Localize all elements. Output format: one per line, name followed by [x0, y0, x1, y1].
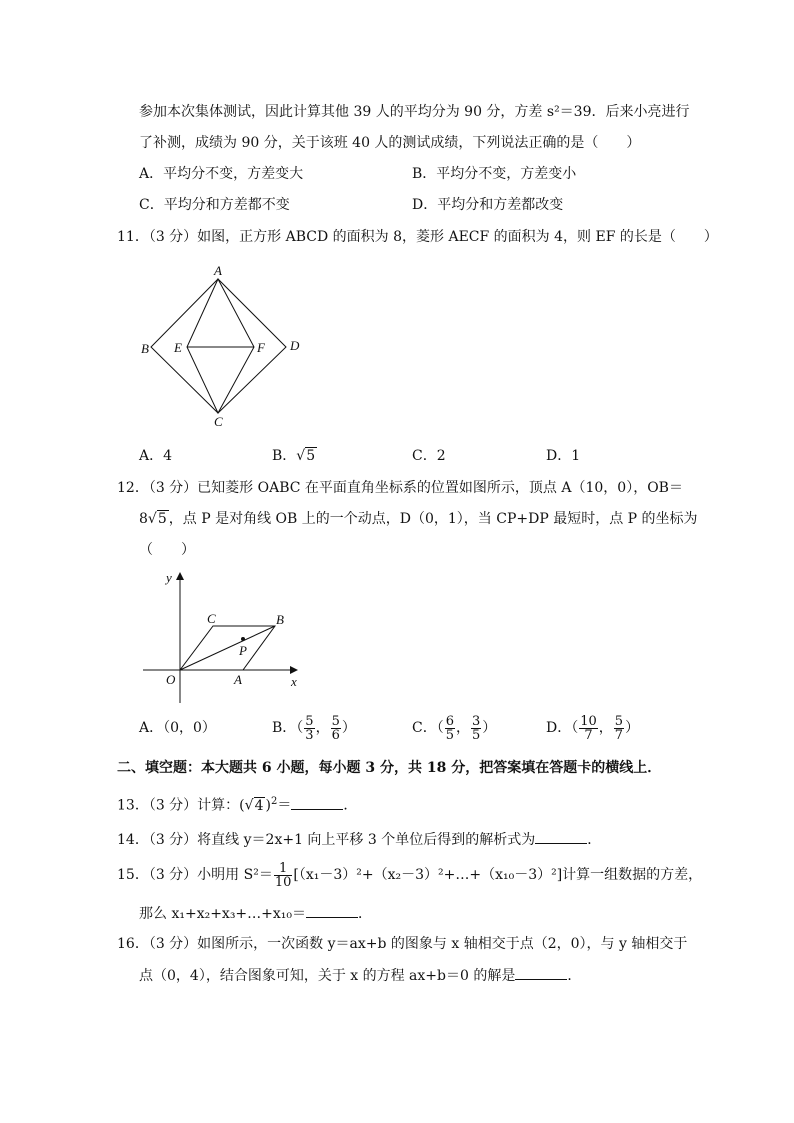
x-axis-arrow	[290, 666, 298, 674]
q12-opt-b-prefix: B．（	[272, 720, 304, 736]
q12-line2-rest: ，点 P 是对角线 OB 上的一个动点，D（0，1），当 CP+DP 最短时，点 P 的坐标为	[168, 511, 698, 527]
q11-option-a[interactable]: A．4	[139, 448, 173, 464]
rhombus-aecf	[187, 279, 254, 413]
square-abcd	[151, 279, 286, 413]
q10-option-c[interactable]: C．平均分和方差都不变	[139, 197, 290, 213]
denominator: 5	[472, 727, 481, 743]
q13-equals: ＝	[277, 797, 292, 814]
label-x: x	[291, 674, 297, 689]
q10-option-b[interactable]: B．平均分不变，方差变小	[412, 166, 577, 182]
q15-answer-blank[interactable]	[306, 903, 358, 918]
q15-line2: 那么 x₁+x₂+x₃+…+x₁₀＝ ．	[139, 903, 372, 924]
label-o: O	[166, 672, 176, 687]
q10-option-d[interactable]: D．平均分和方差都改变	[412, 197, 564, 213]
q13-text: 13．（3 分）计算：	[117, 797, 240, 814]
q12-option-d[interactable]: D．（ $\frac{10}{7}$ ， $\frac{5}{7}$ ）	[546, 713, 640, 743]
q16-line2: 点（0，4），结合图象可知，关于 x 的方程 ax+b＝0 的解是 ．	[139, 965, 581, 986]
numerator: 6	[445, 713, 454, 729]
q12-line1: 12．（3 分）已知菱形 OABC 在平面直角坐标系的位置如图所示，顶点 A（10，0），OB＝	[117, 480, 683, 496]
q11-option-b[interactable]	[272, 446, 317, 466]
numerator: 3	[472, 713, 481, 729]
denominator: 3	[305, 727, 314, 743]
q12-option-c[interactable]: C．（ $\frac{6}{5}$ ， $\frac{3}{5}$ ）	[412, 713, 497, 743]
denominator: 7	[584, 727, 593, 743]
numerator: 5	[614, 713, 624, 729]
label-c: C	[207, 611, 216, 626]
q12-opt-b-suffix: ）	[341, 720, 356, 736]
rhombus-oabc	[180, 626, 275, 670]
q15-pre: 15．（3 分）小明用 S²＝	[117, 867, 273, 883]
q13: 13．（3 分）计算：(√4 )$^2$＝ ．	[117, 796, 358, 814]
label-b: B	[276, 612, 284, 627]
q14-text: 14．（3 分）将直线 y＝2x+1 向上平移 3 个单位后得到的解析式为	[117, 832, 536, 848]
q12-line2	[139, 509, 698, 529]
fraction	[614, 715, 624, 742]
q16-line2-text: 点（0，4），结合图象可知，关于 x 的方程 ax+b＝0 的解是	[139, 968, 516, 984]
diagonal-ob	[180, 626, 275, 670]
q14: 14．（3 分）将直线 y＝2x+1 向上平移 3 个单位后得到的解析式为 ．	[117, 829, 601, 850]
y-axis-arrow	[176, 572, 184, 580]
q11-option-b-radicand: 5	[306, 448, 316, 464]
q11-stem: 11．（3 分）如图，正方形 ABCD 的面积为 8，菱形 AECF 的面积为 4，则 EF 的长是（ ）	[117, 229, 718, 245]
denominator: 6	[331, 727, 340, 743]
q16-line1: 16．（3 分）如图所示，一次函数 y＝ax+b 的图象与 x 轴相交于点（2，0），与 y 轴相交于	[117, 936, 688, 952]
label-e: E	[174, 340, 182, 355]
q12-opt-d-suffix: ）	[625, 720, 640, 736]
denominator: 10	[274, 874, 292, 890]
fraction	[331, 715, 341, 742]
q11-option-c[interactable]: C．2	[412, 448, 446, 464]
numerator: 1	[274, 862, 293, 876]
sqrt-sign: √	[296, 448, 306, 464]
q10-line1: 参加本次集体测试，因此计算其他 39 人的平均分为 90 分，方差 s²＝39．后来小亮进行	[139, 104, 690, 120]
q10-option-a[interactable]: A．平均分不变，方差变大	[139, 166, 304, 182]
q15-line1	[117, 860, 702, 890]
fraction	[274, 862, 293, 889]
sqrt-sign: √	[147, 511, 157, 527]
numerator: 10	[580, 713, 597, 729]
section-heading: 二、填空题：本大题共 6 小题，每小题 3 分，共 18 分，把答案填在答题卡的横线上．	[117, 760, 662, 776]
fraction	[445, 715, 455, 742]
q11-option-b-prefix: B．	[272, 448, 297, 464]
sqrt-sign: √	[244, 797, 254, 814]
fraction	[471, 715, 481, 742]
q13-radicand: 4	[254, 797, 264, 814]
fraction	[304, 715, 314, 742]
q11-option-d[interactable]: D．1	[546, 448, 581, 464]
q15-post: [（x₁－3）²+（x₂－3）²+…+（x₁₀－3）²]计算一组数据的方差，	[293, 867, 703, 883]
q16-answer-blank[interactable]	[515, 965, 567, 980]
label-c: C	[214, 414, 223, 429]
label-b: B	[141, 341, 149, 356]
q12-opt-c-suffix: ）	[482, 720, 497, 736]
denominator: 5	[445, 727, 454, 743]
q12-opt-c-prefix: C．（	[412, 720, 444, 736]
numerator: 5	[305, 713, 314, 729]
q12-option-b[interactable]: B．（ $\frac{5}{3}$ ， $\frac{5}{6}$ ）	[272, 713, 356, 743]
q12-line3: （ ）	[139, 542, 195, 558]
q10-line2: 了补测，成绩为 90 分，关于该班 40 人的测试成绩，下列说法正确的是（ ）	[139, 135, 641, 151]
label-y: y	[166, 570, 172, 585]
label-a: A	[214, 263, 222, 278]
q15-line2-text: 那么 x₁+x₂+x₃+…+x₁₀＝	[139, 906, 307, 922]
q13-answer-blank[interactable]	[291, 795, 343, 810]
numerator: 5	[331, 713, 340, 729]
denominator: 7	[614, 727, 624, 743]
q14-answer-blank[interactable]	[535, 829, 587, 844]
q12-option-a[interactable]: A．（0，0）	[139, 720, 216, 736]
q12-opt-d-prefix: D．（	[546, 720, 579, 736]
label-a: A	[234, 672, 242, 687]
q12-radicand: 5	[157, 511, 167, 527]
q12-coef: 8	[139, 511, 148, 527]
label-p: P	[239, 643, 247, 658]
fraction	[579, 715, 598, 742]
point-p	[241, 637, 245, 641]
label-d: D	[290, 338, 300, 353]
label-f: F	[257, 340, 265, 355]
